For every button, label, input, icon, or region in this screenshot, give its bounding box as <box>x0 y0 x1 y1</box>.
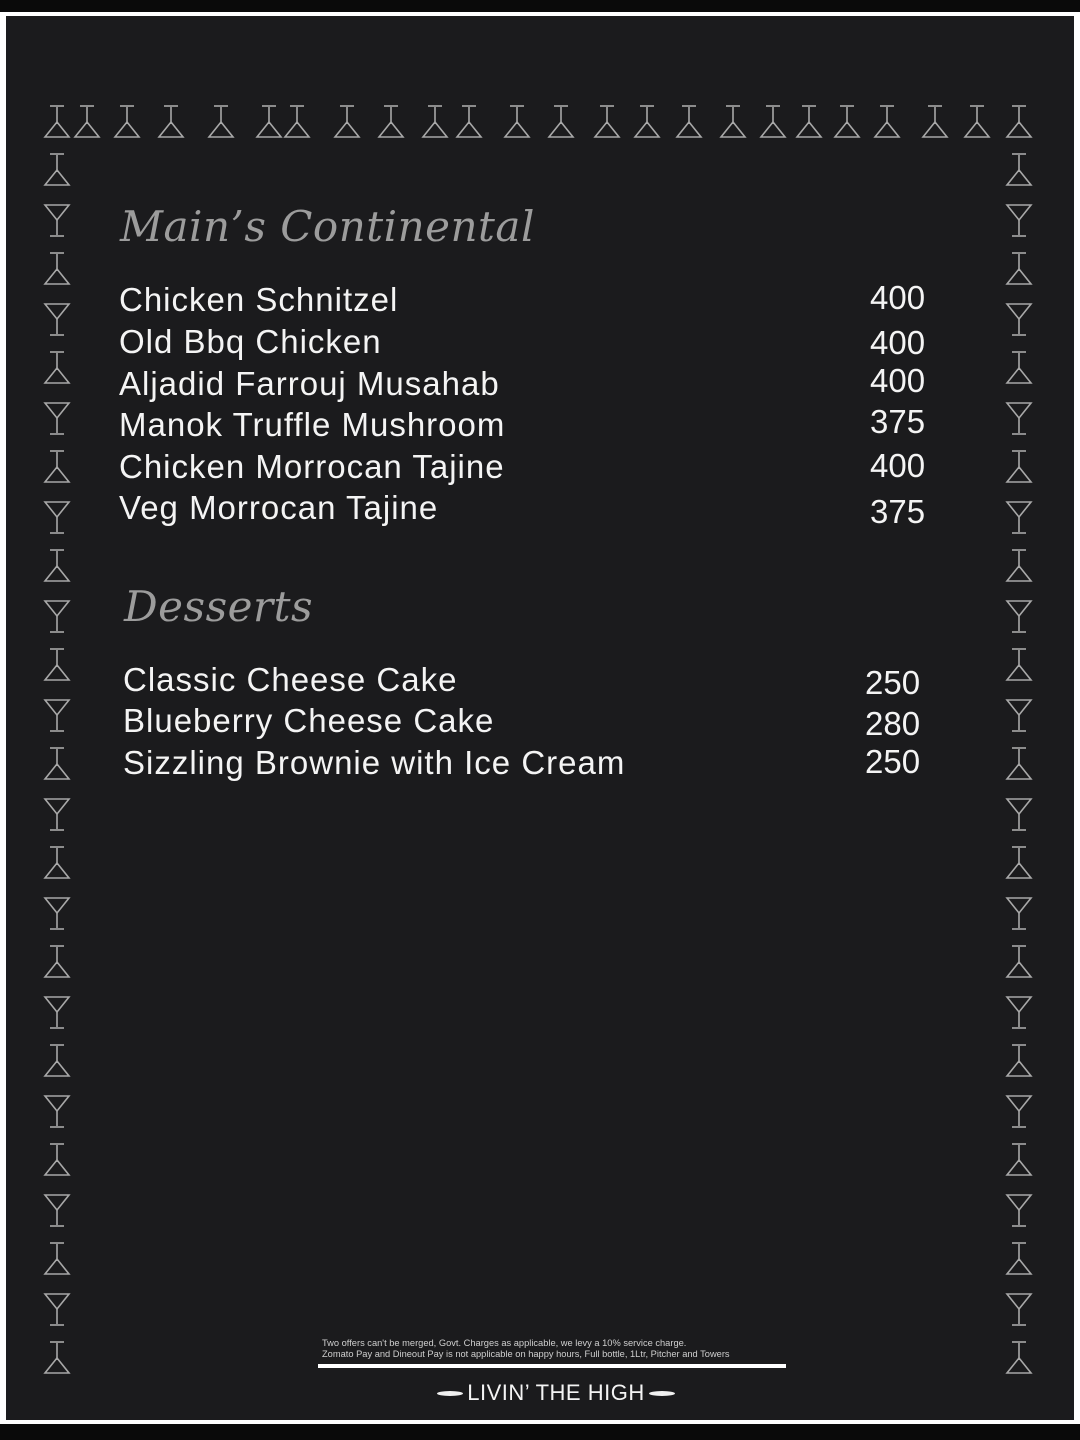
martini-glass-icon <box>1004 895 1034 931</box>
martini-glass-icon <box>632 104 662 140</box>
martini-glass-icon <box>1004 152 1034 188</box>
tagline-text: LIVIN’ THE HIGH <box>467 1380 645 1405</box>
martini-glass-icon <box>502 104 532 140</box>
menu-item-name: Chicken Schnitzel <box>119 281 399 318</box>
martini-glass-icon <box>42 400 72 436</box>
martini-glass-icon <box>42 350 72 386</box>
menu-item-name: Chicken Morrocan Tajine <box>119 448 505 485</box>
martini-glass-icon <box>42 1192 72 1228</box>
martini-glass-icon <box>1004 1241 1034 1277</box>
martini-glass-icon <box>1004 845 1034 881</box>
martini-glass-icon <box>72 104 102 140</box>
martini-glass-icon <box>42 647 72 683</box>
menu-item-price: 375 <box>870 403 926 440</box>
martini-glass-icon <box>1004 251 1034 287</box>
martini-glass-icon <box>1004 202 1034 238</box>
martini-glass-icon <box>42 697 72 733</box>
martini-glass-icon <box>1004 1192 1034 1228</box>
martini-glass-icon <box>42 202 72 238</box>
martini-glass-icon <box>1004 647 1034 683</box>
martini-glass-icon <box>872 104 902 140</box>
disclaimer-line-2: Zomato Pay and Dineout Pay is not applicable on happy hours, Full bottle, 1Ltr, Pitcher and Towers <box>322 1349 730 1359</box>
martini-glass-icon <box>254 104 284 140</box>
martini-glass-icon <box>1004 796 1034 832</box>
martini-glass-icon <box>206 104 236 140</box>
martini-glass-icon <box>1004 1093 1034 1129</box>
menu-item-price: 250 <box>865 664 921 701</box>
martini-glass-icon <box>42 152 72 188</box>
menu-item-price: 250 <box>865 743 921 780</box>
martini-glass-icon <box>1004 301 1034 337</box>
martini-glass-icon <box>42 1043 72 1079</box>
martini-glass-icon <box>42 796 72 832</box>
martini-glass-icon <box>1004 499 1034 535</box>
martini-glass-icon <box>42 1340 72 1376</box>
right-dash-ornament <box>649 1391 675 1396</box>
martini-glass-icon <box>1004 400 1034 436</box>
martini-glass-icon <box>42 746 72 782</box>
martini-glass-icon <box>376 104 406 140</box>
martini-glass-icon <box>1004 746 1034 782</box>
menu-item-price: 400 <box>870 362 926 399</box>
martini-glass-icon <box>42 251 72 287</box>
martini-glass-icon <box>42 845 72 881</box>
menu-item-name: Manok Truffle Mushroom <box>119 406 506 443</box>
martini-glass-icon <box>42 994 72 1030</box>
martini-glass-icon <box>962 104 992 140</box>
martini-glass-icon <box>42 1093 72 1129</box>
menu-item-price: 375 <box>870 493 926 530</box>
martini-glass-icon <box>832 104 862 140</box>
menu-item-name: Classic Cheese Cake <box>123 661 458 698</box>
bottom-frame-bar <box>0 1424 1080 1440</box>
martini-glass-icon <box>42 895 72 931</box>
martini-glass-icon <box>42 301 72 337</box>
menu-page <box>6 16 1074 1420</box>
martini-glass-icon <box>282 104 312 140</box>
martini-glass-icon <box>112 104 142 140</box>
martini-glass-icon <box>1004 994 1034 1030</box>
martini-glass-icon <box>758 104 788 140</box>
martini-glass-icon <box>674 104 704 140</box>
tagline <box>436 1378 676 1408</box>
martini-glass-icon <box>718 104 748 140</box>
martini-glass-icon <box>1004 1340 1034 1376</box>
martini-glass-icon <box>42 499 72 535</box>
martini-glass-icon <box>1004 350 1034 386</box>
martini-glass-icon <box>42 548 72 584</box>
disclaimer-line-1: Two offers can't be merged, Govt. Charges as applicable, we levy a 10% service charge. <box>322 1338 687 1348</box>
martini-glass-icon <box>1004 1291 1034 1327</box>
martini-glass-icon <box>420 104 450 140</box>
disclaimer <box>322 1338 792 1360</box>
top-frame-bar <box>0 0 1080 12</box>
menu-item-price: 280 <box>865 705 921 742</box>
martini-glass-icon <box>42 1291 72 1327</box>
martini-glass-icon <box>156 104 186 140</box>
menu-item-name: Sizzling Brownie with Ice Cream <box>123 744 626 781</box>
menu-item-name: Aljadid Farrouj Musahab <box>119 365 500 402</box>
martini-glass-icon <box>592 104 622 140</box>
martini-glass-icon <box>1004 598 1034 634</box>
footer-divider <box>318 1364 786 1368</box>
martini-glass-icon <box>42 1241 72 1277</box>
martini-glass-icon <box>42 1142 72 1178</box>
section-title-mains: Main’s Continental <box>120 202 535 251</box>
menu-item-price: 400 <box>870 447 926 484</box>
martini-glass-icon <box>1004 697 1034 733</box>
menu-item-name: Blueberry Cheese Cake <box>123 702 495 739</box>
martini-glass-icon <box>42 104 72 140</box>
menu-item-name: Old Bbq Chicken <box>119 323 382 360</box>
section-title-desserts: Desserts <box>124 582 314 631</box>
martini-glass-icon <box>1004 1043 1034 1079</box>
martini-glass-icon <box>1004 1142 1034 1178</box>
martini-glass-icon <box>42 598 72 634</box>
martini-glass-icon <box>1004 449 1034 485</box>
martini-glass-icon <box>42 449 72 485</box>
martini-glass-icon <box>546 104 576 140</box>
martini-glass-icon <box>42 944 72 980</box>
martini-glass-icon <box>1004 548 1034 584</box>
left-dash-ornament <box>437 1391 463 1396</box>
menu-item-price: 400 <box>870 279 926 316</box>
martini-glass-icon <box>920 104 950 140</box>
martini-glass-icon <box>794 104 824 140</box>
menu-item-name: Veg Morrocan Tajine <box>119 489 439 526</box>
martini-glass-icon <box>1004 944 1034 980</box>
menu-item-price: 400 <box>870 324 926 361</box>
martini-glass-icon <box>1004 104 1034 140</box>
martini-glass-icon <box>454 104 484 140</box>
martini-glass-icon <box>332 104 362 140</box>
